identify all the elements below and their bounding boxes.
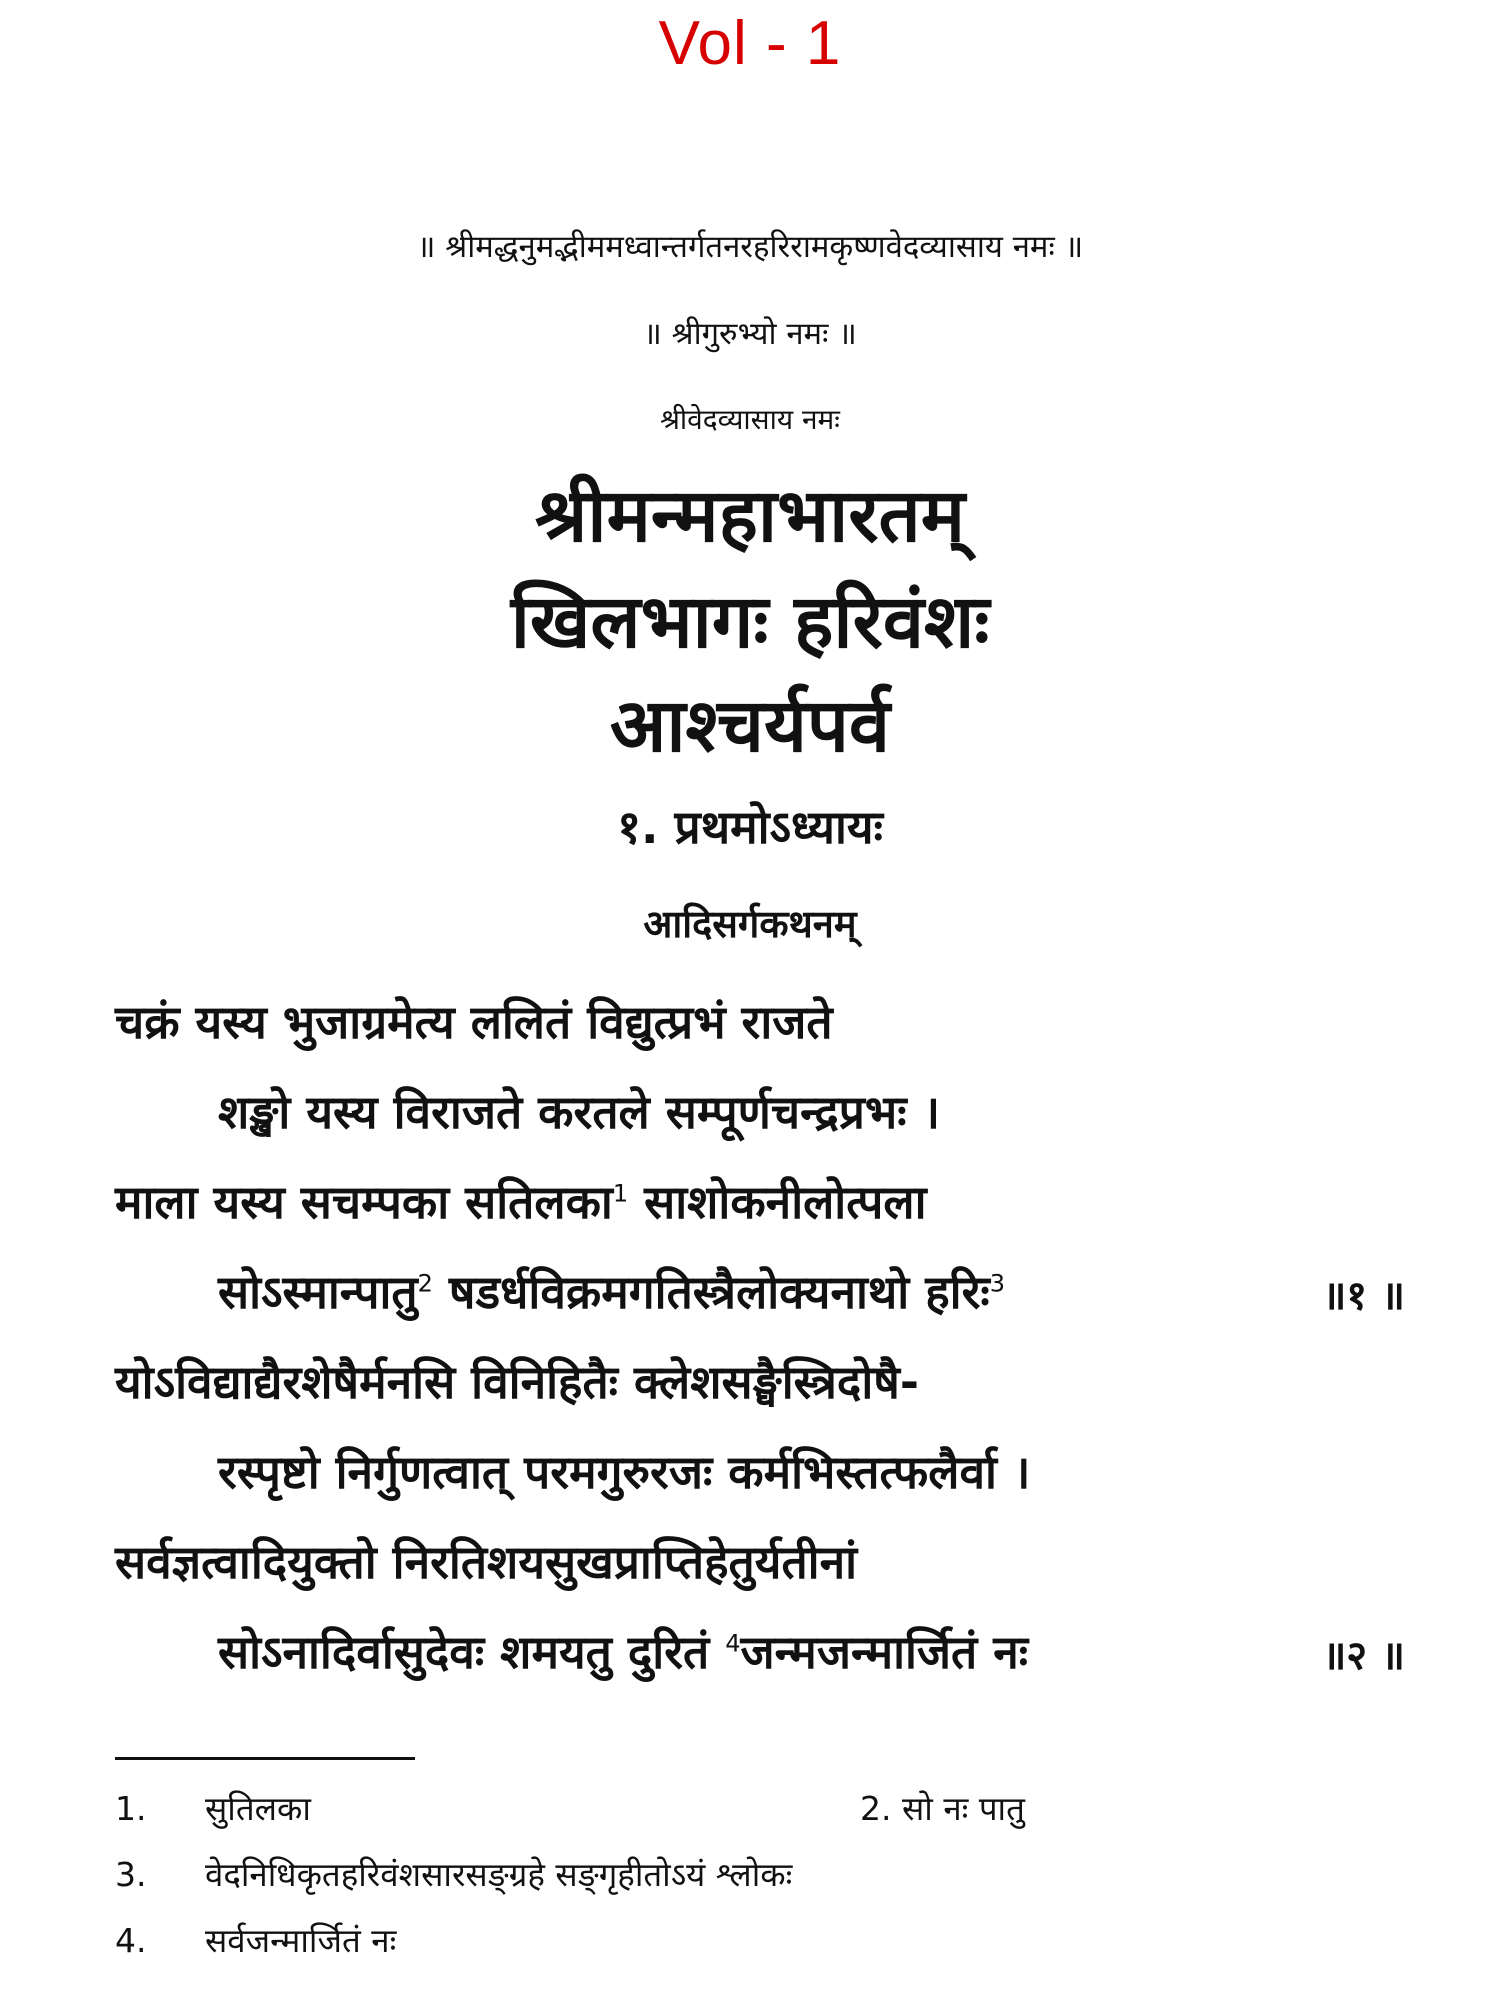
volume-label: Vol - 1 <box>658 9 842 78</box>
verse-text: जन्मजन्मार्जितं नः <box>740 1625 1029 1679</box>
footnote-marker: 3 <box>989 1269 1005 1298</box>
verse-number: ॥२ ॥ <box>1322 1633 1405 1679</box>
verse-line: योऽविद्याद्यैरशेषैर्मनसि विनिहितैः क्लेशसङ्घैस्त्रिदोषै- <box>115 1355 919 1409</box>
verse-text: सोऽनादिर्वासुदेवः शमयतु दुरितं <box>218 1625 726 1679</box>
chapter-heading: १. प्रथमोऽध्यायः <box>617 800 883 854</box>
title-line: खिलभागः हरिवंशः <box>510 579 990 665</box>
footnote <box>860 1785 1025 1830</box>
verse-line: शङ्खो यस्य विराजते करतले सम्पूर्णचन्द्रप्रभः । <box>218 1085 941 1139</box>
footnote-text: सुतिलका <box>205 1789 311 1828</box>
footnote-text: सर्वजन्मार्जितं नः <box>205 1921 397 1960</box>
footnote-number: 1. <box>115 1789 147 1828</box>
footnote <box>115 1851 792 1896</box>
footnote-text: सो नः पातु <box>902 1789 1025 1828</box>
footnote <box>115 1917 396 1962</box>
verse-text: साशोकनीलोत्पला <box>628 1175 927 1229</box>
verse-line <box>218 1620 1028 1682</box>
footnote-text: वेदनिधिकृतहरिवंशसारसङ्ग्रहे सङ्गृहीतोऽयं श्लोकः <box>205 1855 793 1894</box>
invocation-line: ॥ श्रीगुरुभ्यो नमः ॥ <box>643 316 857 352</box>
verse-line <box>218 1260 1005 1322</box>
verse-text: षडर्धविक्रमगतिस्त्रैलोक्यनाथो हरिः <box>432 1265 990 1319</box>
verse-text: माला यस्य सचम्पका सतिलका <box>115 1175 613 1229</box>
verse-text: सोऽस्मान्पातु <box>218 1265 418 1319</box>
footnote-marker: 4 <box>725 1629 741 1658</box>
invocation-line: श्रीवेदव्यासाय नमः <box>660 403 840 436</box>
footnote <box>115 1785 311 1830</box>
invocation-line: ॥ श्रीमद्धनुमद्भीममध्वान्तर्गतनरहरिरामकृष्णवेदव्यासाय नमः ॥ <box>416 229 1084 265</box>
verse-line: चक्रं यस्य भुजाग्रमेत्य ललितं विद्युत्प्रभं राजते <box>115 995 833 1049</box>
footnote-number: 3. <box>115 1855 147 1894</box>
title-line: आश्चर्यपर्व <box>609 683 891 769</box>
verse-line <box>115 1170 927 1232</box>
verse-number: ॥१ ॥ <box>1322 1273 1405 1319</box>
footnote-divider <box>115 1757 415 1760</box>
section-heading: आदिसर्गकथनम् <box>643 902 857 946</box>
verse-line: सर्वज्ञत्वादियुक्तो निरतिशयसुखप्राप्तिहेतुर्यतीनां <box>115 1535 858 1589</box>
verse-line: रस्पृष्टो निर्गुणत्वात् परमगुरुरजः कर्मभिस्तत्फलैर्वा । <box>218 1445 1031 1499</box>
footnote-marker: 1 <box>612 1179 629 1208</box>
title-line: श्रीमन्महाभारतम् <box>535 473 965 559</box>
footnote-marker: 2 <box>417 1269 433 1298</box>
footnote-number: 4. <box>115 1921 147 1960</box>
footnote-number: 2. <box>860 1789 892 1828</box>
